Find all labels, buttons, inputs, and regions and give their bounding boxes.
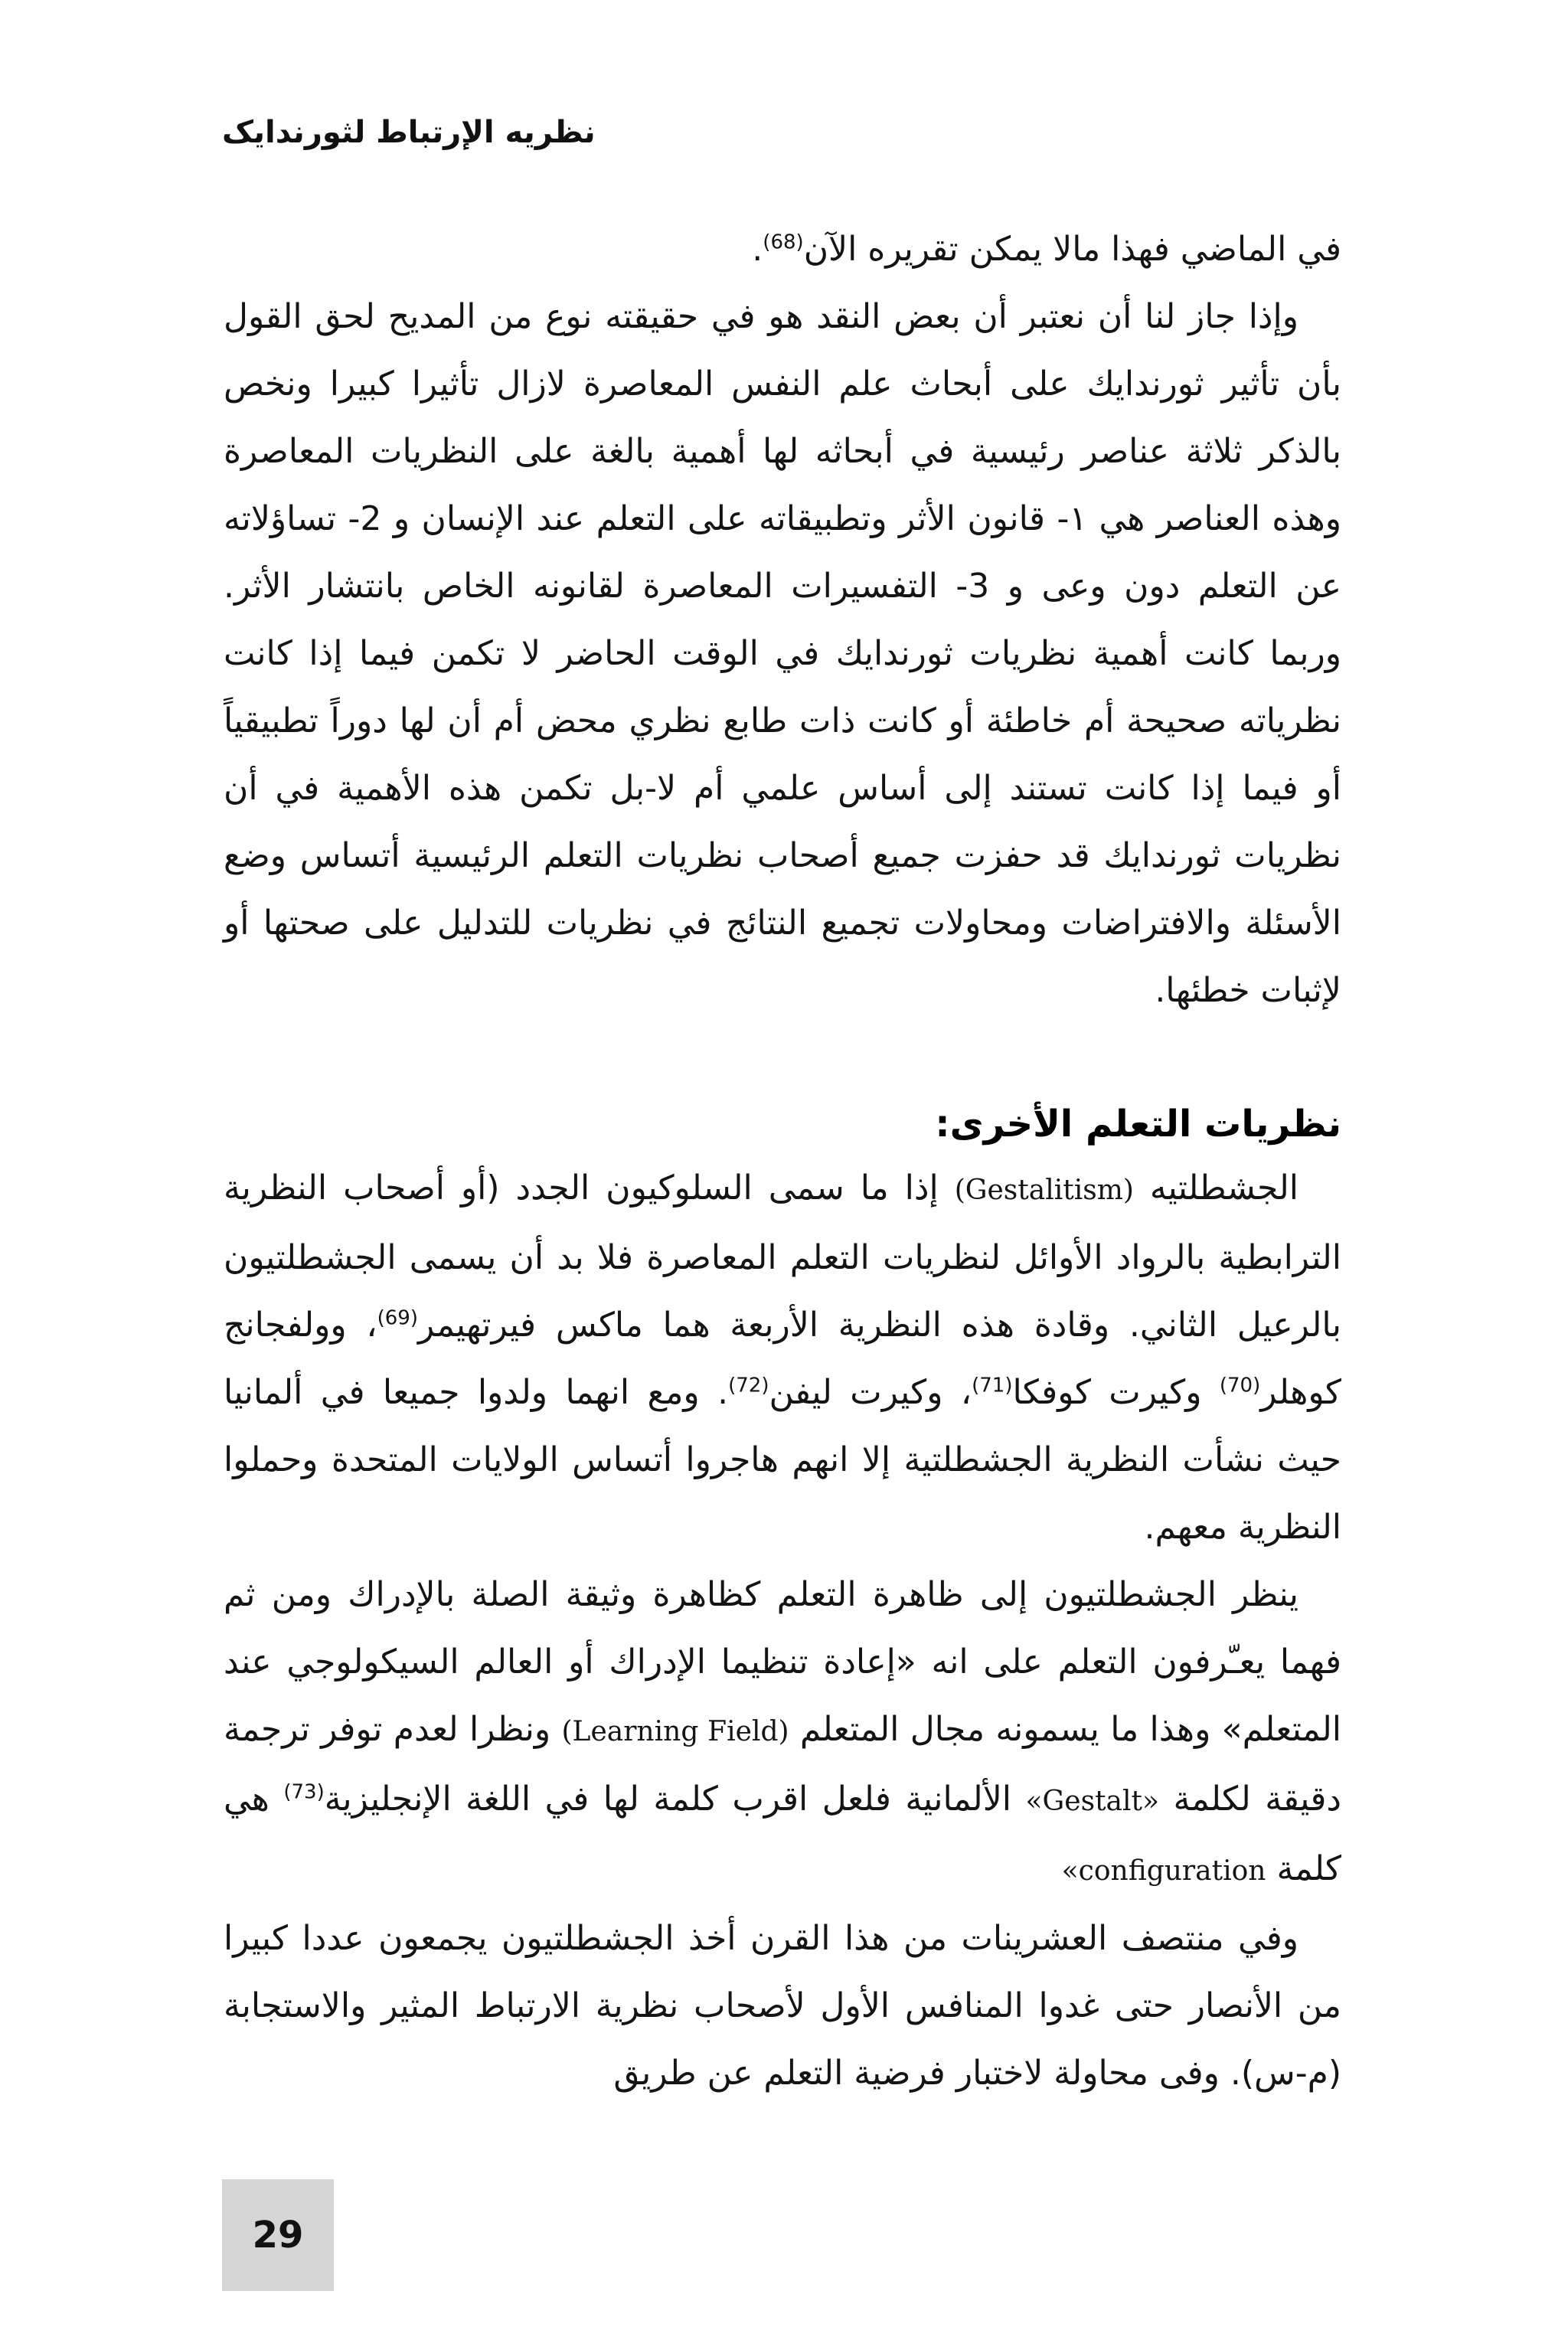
paragraph-text: ، وكيرت ليفن: [769, 1373, 972, 1412]
latin-term: (Gestalitism): [954, 1175, 1134, 1206]
footnote-number: 69: [384, 1306, 410, 1330]
term-gestaltism: الجشطلتيه: [1149, 1168, 1298, 1208]
footnote-number: 68: [770, 230, 796, 254]
section-paragraph-1: [224, 1155, 1341, 1561]
latin-term: (Learning Field): [561, 1716, 789, 1747]
paragraph-text: الألمانية فلعل اقرب كلمة لها في اللغة الإنجليزية: [324, 1780, 1012, 1819]
footnote-ref: (72): [728, 1374, 769, 1397]
running-header: نظريه الإرتباط لثورندايک: [222, 115, 596, 150]
section-paragraph-2: [224, 1561, 1341, 1905]
page-number: 29: [252, 2214, 304, 2257]
footnote-ref: (71): [972, 1374, 1013, 1397]
paragraph-text: ونظرا لعدم توفر ترجمة دقيقة لكلمة: [224, 1710, 1341, 1819]
footnote-number: 73: [291, 1780, 317, 1804]
paragraph-text: هي كلمة: [224, 1780, 1341, 1888]
paragraph-2: وإذا جاز لنا أن نعتبر أن بعض النقد هو في حقيقته نوع من المديح لحق القول بأن تأثير ثورندايك على أبحاث علم النفس المعاصرة لازال تأثيرا كبيرا ونخص بالذكر ثلاثة عناصر رئيسية في أبحاثه لها أهمية بالغة على النظريات المعاصرة وهذه العناصر هي ١- قانون الأثر وتطبيقاته على التعلم عند الإنسان و 2- تساؤلاته عن التعلم دون وعى و 3- التفسيرات المعاصرة لقانونه الخاص بانتشار الأثر. وربما كانت أهمية نظريات ثورندايك في الوقت الحاضر لا تكمن فيما إذا كانت نظرياته صحيحة أم خاطئة أو كانت ذات طابع نظري محض أم أن لها دوراً تطبيقياً أو فيما إذا كانت تستند إلى أساس علمي أم لا-بل تكمن هذه الأهمية في أن نظريات ثورندايك قد حفزت جميع أصحاب نظريات التعلم الرئيسية أتساس وضع الأسئلة والافتراضات ومحاولات تجميع النتائج في نظريات للتدليل على صحتها أو لإثبات خطئها.: [224, 297, 1341, 1010]
body-text: [224, 216, 1341, 2107]
footnote-number: 72: [736, 1374, 762, 1397]
footnote-ref: (68): [763, 230, 804, 254]
paragraph-text: . ومع انهما ولدوا جميعا في ألمانيا حيث نشأت النظرية الجشطلتية إلا انهم هاجروا أتساس الولايات المتحدة وحملوا النظرية معهم.: [224, 1373, 1341, 1547]
footnote-number: 70: [1227, 1374, 1253, 1397]
paragraph-text: ، وولفجانج كوهلر: [224, 1306, 1341, 1412]
paragraph-text: ينظر الجشطلتيون إلى ظاهرة التعلم كظاهرة وثيقة الصلة بالإدراك ومن ثم فهما يعـّرفون التعلم على انه «إعادة تنظيما الإدراك أو العالم السيكولوجي عند المتعلم» وهذا ما يسمونه مجال المتعلم: [224, 1575, 1342, 1749]
footnote-ref: (70): [1219, 1374, 1261, 1397]
section-heading: نظريات التعلم الأخرى:: [935, 1103, 1341, 1146]
latin-term: «Gestalt»: [1025, 1786, 1159, 1817]
section-paragraph-3: وفي منتصف العشرينات من هذا القرن أخذ الجشطلتيون يجمعون عددا كبيرا من الأنصار حتى غدوا المنافس الأول لأصحاب نظرية الارتباط المثير والاستجابة (م-س). وفى محاولة لاختبار فرضية التعلم عن طريق: [224, 1919, 1341, 2093]
paragraph-tail: .: [752, 230, 763, 269]
latin-term: «configuration: [1061, 1855, 1266, 1887]
footnote-ref: (73): [283, 1780, 325, 1804]
footnote-number: 71: [979, 1374, 1005, 1397]
page-number-box: [222, 2179, 334, 2291]
paragraph-text: إذا ما سمى السلوكيون الجدد (أو أصحاب النظرية الترابطية بالرواد الأوائل لنظريات التعلم المعاصرة فلا بد أن يسمى الجشطلتيون بالرعيل الثاني. وقادة هذه النظرية الأربعة هما ماكس فيرتهيمر: [224, 1168, 1341, 1345]
paragraph-1: [224, 216, 1341, 283]
paragraph-text: وكيرت كوفكا: [1012, 1373, 1202, 1412]
paragraph-text: في الماضي فهذا مالا يمكن تقريره الآن: [803, 230, 1341, 269]
footnote-ref: (69): [377, 1306, 418, 1330]
